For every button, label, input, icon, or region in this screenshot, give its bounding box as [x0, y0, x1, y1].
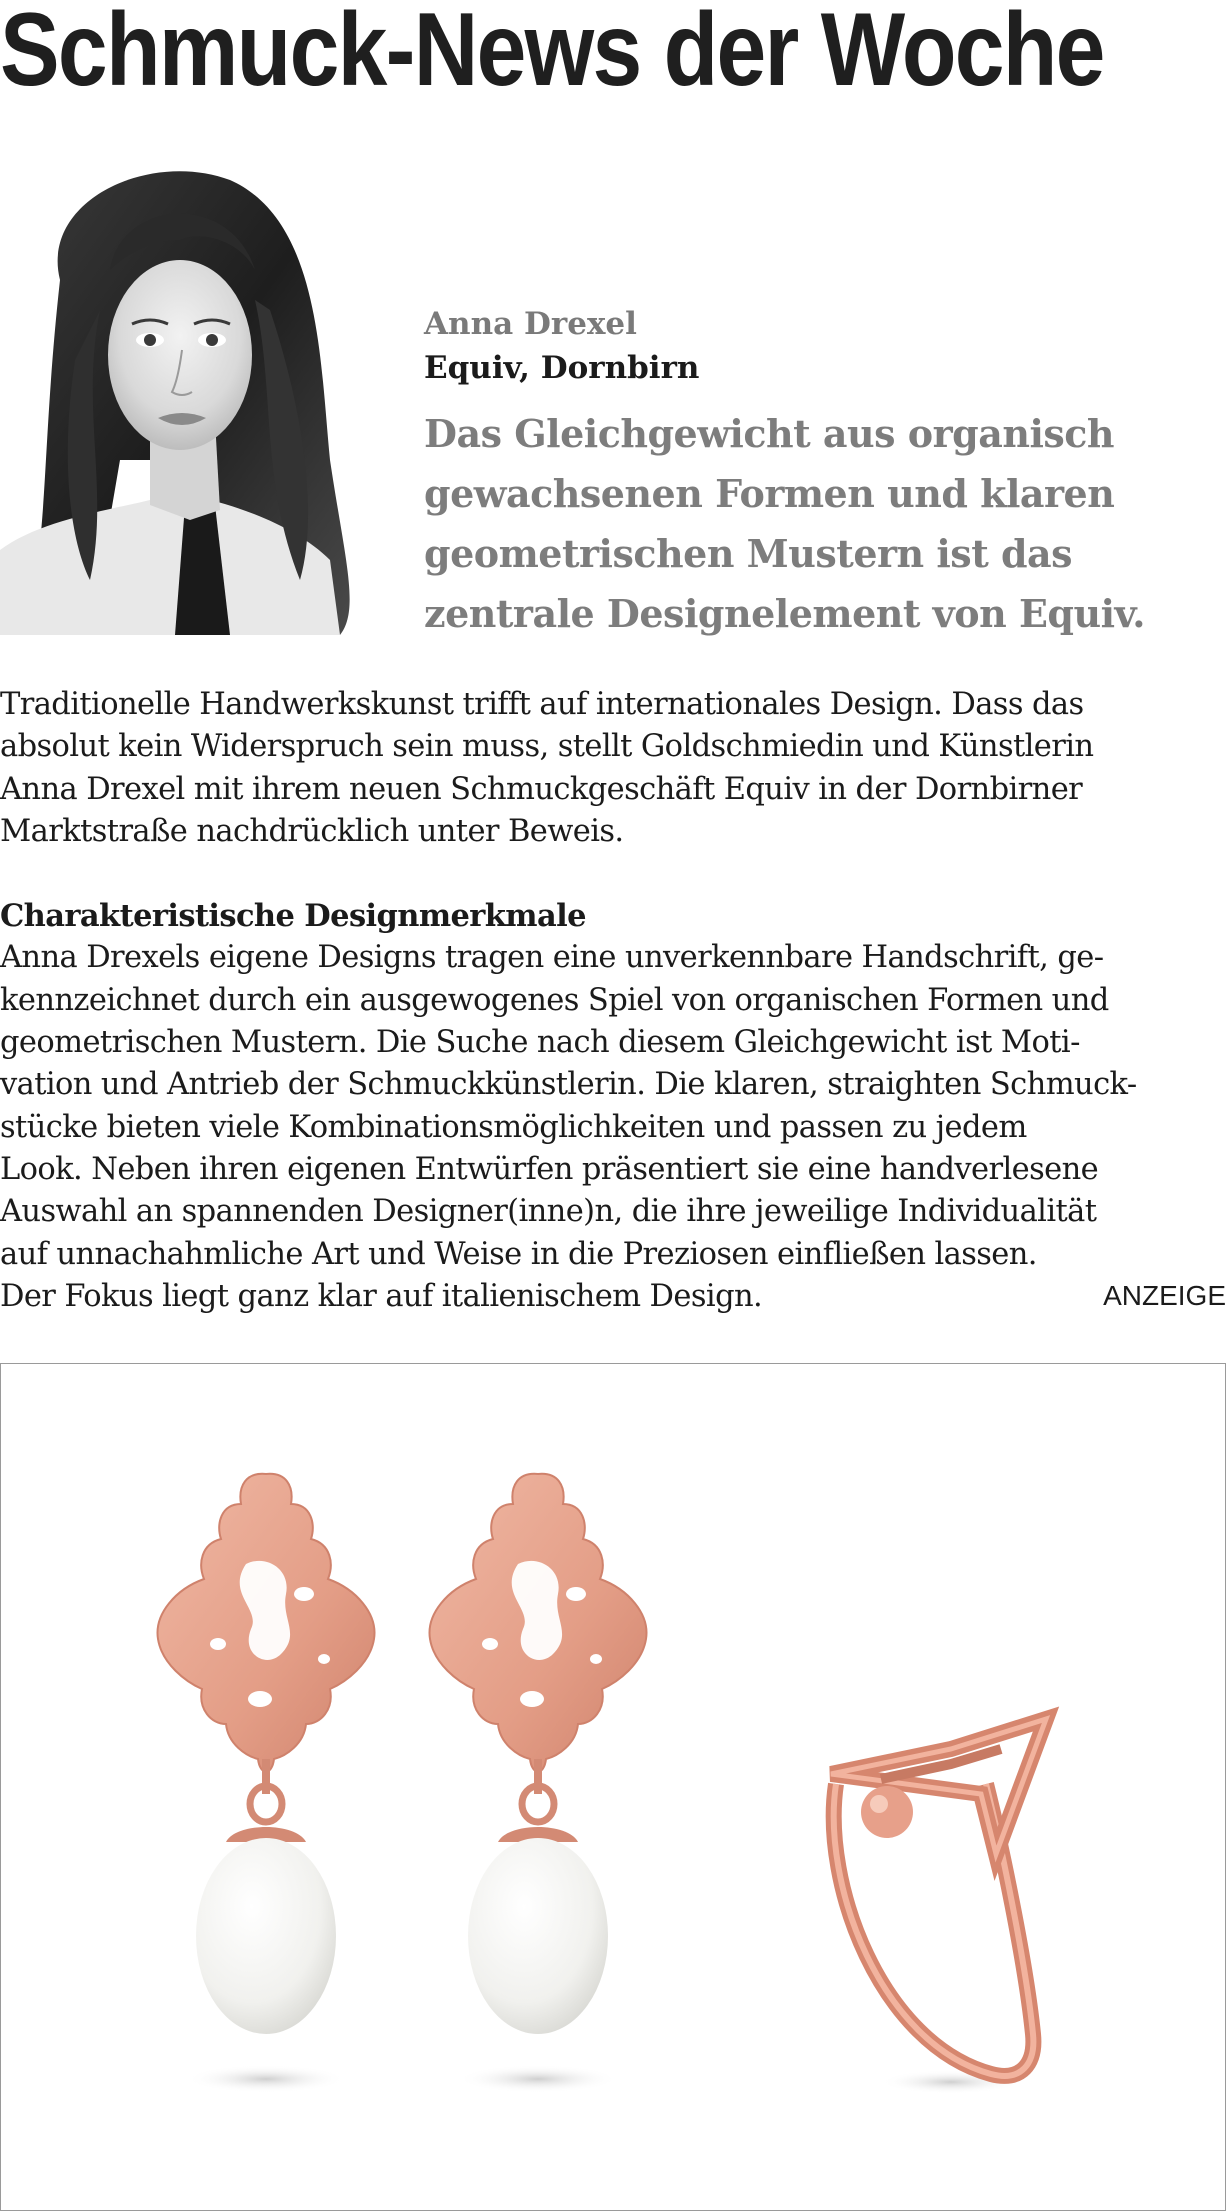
body-line: auf unnachahmliche Art und Weise in die Preziosen einfließen lassen.	[0, 1236, 1037, 1272]
intro-line: Anna Drexel mit ihrem neuen Schmuckgeschäft Equiv in der Dornbirner	[0, 771, 1083, 807]
author-name: Anna Drexel	[424, 306, 637, 342]
byline-block	[424, 302, 1214, 644]
body-line: Auswahl an spannenden Designer(inne)n, die ihre jeweilige Individualität	[0, 1194, 1097, 1230]
body-line: Der Fokus liegt ganz klar auf italienischem Design.	[0, 1278, 763, 1314]
earring-right	[430, 1474, 647, 2093]
body-line: stücke bieten viele Kombinationsmöglichkeiten und passen zu jedem	[0, 1109, 1027, 1145]
ad-image-box	[0, 1363, 1226, 2211]
body-line: vation und Antrieb der Schmuckkünstlerin. Die klaren, straighten Schmuck-	[0, 1067, 1137, 1103]
ring	[831, 1719, 1046, 2094]
intro-line: Traditionelle Handwerkskunst trifft auf internationales Design. Dass das	[0, 687, 1084, 722]
quote-line: zentrale Designelement von Equiv.	[424, 591, 1146, 636]
page-title: Schmuck-News der Woche	[0, 0, 1104, 108]
pull-quote	[424, 404, 1214, 644]
earring-left	[158, 1474, 375, 2093]
body-line: kennzeichnet durch ein ausgewogenes Spiel von organischen Formen und	[0, 982, 1109, 1018]
body-line: Anna Drexels eigene Designs tragen eine unverkennbare Handschrift, ge-	[0, 940, 1104, 976]
article-body	[0, 684, 1226, 1318]
article-subheading: Charakteristische Designmerkmale	[0, 898, 586, 935]
intro-line: absolut kein Widerspruch sein muss, stellt Goldschmiedin und Künstlerin	[0, 729, 1094, 765]
shop-location: Equiv, Dornbirn	[424, 350, 700, 386]
portrait-image	[0, 160, 360, 635]
body-line: Look. Neben ihren eigenen Entwürfen präsentiert sie eine handverlesene	[0, 1151, 1099, 1187]
quote-line: Das Gleichgewicht aus organisch	[424, 411, 1115, 456]
quote-line: gewachsenen Formen und klaren	[424, 471, 1115, 516]
quote-line: geometrischen Mustern ist das	[424, 531, 1073, 576]
author-portrait	[0, 160, 360, 635]
body-line: geometrischen Mustern. Die Suche nach diesem Gleichgewicht ist Moti-	[0, 1025, 1080, 1061]
jewelry-photo	[1, 1364, 1225, 2210]
intro-line: Marktstraße nachdrücklich unter Beweis.	[0, 813, 624, 849]
ad-label: ANZEIGE	[1103, 1280, 1226, 1311]
